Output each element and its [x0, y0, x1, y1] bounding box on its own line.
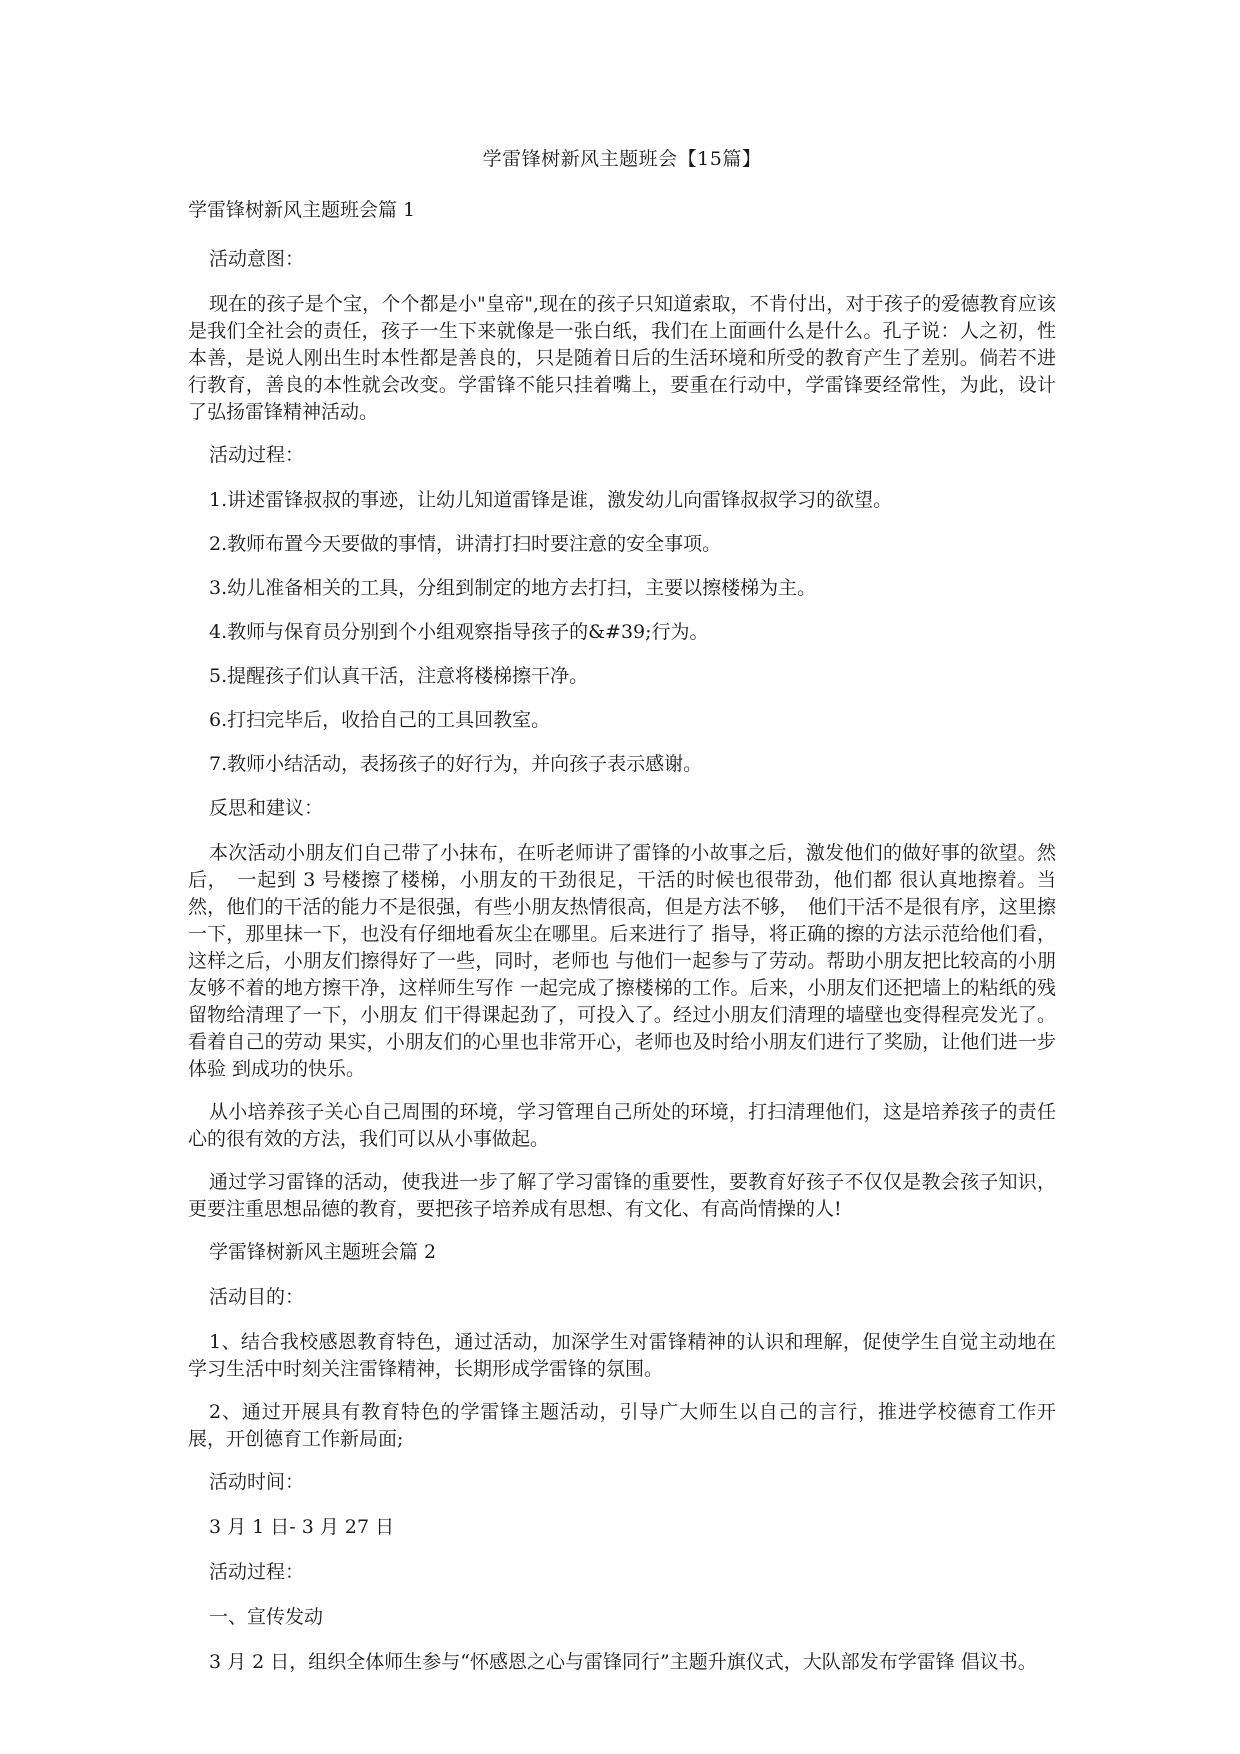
process-step-1: 1.讲述雷锋叔叔的事迹，让幼儿知道雷锋是谁，激发幼儿向雷锋叔叔学习的欲望。	[209, 489, 893, 511]
process-label: 活动过程：	[209, 444, 305, 466]
stage-1-paragraph: 3 月 2 日，组织全体师生参与“怀感恩之心与雷锋同行”主题升旗仪式，大队部发布学雷锋 倡议书。	[209, 1651, 1037, 1673]
process-step-7: 7.教师小结活动，表扬孩子的好行为，并向孩子表示感谢。	[209, 753, 703, 775]
process-step-2: 2.教师布置今天要做的事情，讲清打扫时要注意的安全事项。	[209, 533, 722, 555]
stage-1-heading: 一、宣传发动	[209, 1606, 324, 1628]
document-title: 学雷锋树新风主题班会【15篇】	[482, 148, 762, 170]
process-step-4: 4.教师与保育员分别到个小组观察指导孩子的&#39;行为。	[209, 621, 709, 643]
goal-2: 2、通过开展具有教育特色的学雷锋主题活动，引导广大师生以自己的言行，推进学校德育工作开展，开创德育工作新局面;	[188, 1401, 1056, 1450]
goal-label: 活动目的：	[209, 1286, 305, 1308]
goal-1: 1、结合我校感恩教育特色，通过活动，加深学生对雷锋精神的认识和理解，促使学生自觉主动地在学习生活中时刻关注雷锋精神，长期形成学雷锋的氛围。	[188, 1331, 1056, 1380]
process-step-3: 3.幼儿准备相关的工具，分组到制定的地方去打扫，主要以擦楼梯为主。	[209, 577, 817, 599]
time-value: 3 月 1 日- 3 月 27 日	[209, 1516, 395, 1538]
intent-paragraph: 现在的孩子是个宝，个个都是小"皇帝",现在的孩子只知道索取，不肯付出，对于孩子的爱德教育应该是我们全社会的责任，孩子一生下来就像是一张白纸，我们在上面画什么是什么。孔子说：人之初，性本善，是说人刚出生时本性都是善良的，只是随着日后的生活环境和所受的教育产生了差别。倘若不进行教育，善良的本性就会改变。学雷锋不能只挂着嘴上，要重在行动中，学雷锋要经常性，为此，设计了弘扬雷锋精神活动。	[188, 293, 1056, 423]
time-label: 活动时间：	[209, 1471, 305, 1493]
intent-label: 活动意图：	[209, 248, 305, 270]
section-2-heading: 学雷锋树新风主题班会篇 2	[209, 1241, 437, 1263]
section-2-process-label: 活动过程：	[209, 1561, 305, 1583]
reflection-label: 反思和建议：	[209, 797, 324, 819]
reflection-paragraph-2: 从小培养孩子关心自己周围的环境，学习管理自己所处的环境，打扫清理他们，这是培养孩子的责任心的很有效的方法，我们可以从小事做起。	[188, 1101, 1056, 1150]
process-step-6: 6.打扫完毕后，收拾自己的工具回教室。	[209, 709, 551, 731]
reflection-paragraph-3: 通过学习雷锋的活动，使我进一步了解了学习雷锋的重要性，要教育好孩子不仅仅是教会孩子知识，更要注重思想品德的教育，要把孩子培养成有思想、有文化、有高尚情操的人!	[188, 1171, 1056, 1220]
reflection-paragraph-1: 本次活动小朋友们自己带了小抹布，在听老师讲了雷锋的小故事之后，激发他们的做好事的欲望。然后， 一起到 3 号楼擦了楼梯，小朋友的干劲很足，干活的时候也很带劲，他们都 很认真地擦着。当然，他们的干活的能力不是很强，有些小朋友热情很高，但是方法不够， 他们干活不是很有序，这里擦一下，那里抹一下，也没有仔细地看灰尘在哪里。后来进行了 指导，将正确的擦的方法示范给他们看，这样之后，小朋友们擦得好了一些，同时，老师也 与他们一起参与了劳动。帮助小朋友把比较高的小朋友够不着的地方擦干净，这样师生写作 一起完成了擦楼梯的工作。后来，小朋友们还把墙上的粘纸的残留物给清理了一下，小朋友 们干得课起劲了，可投入了。经过小朋友们清理的墙壁也变得程亮发光了。看着自己的劳动 果实，小朋友们的心里也非常开心，老师也及时给小朋友们进行了奖励，让他们进一步体验 到成功的快乐。	[188, 842, 1056, 1080]
section-1-heading: 学雷锋树新风主题班会篇 1	[188, 199, 416, 221]
document-body	[188, 146, 1056, 1692]
process-step-5: 5.提醒孩子们认真干活，注意将楼梯擦干净。	[209, 665, 589, 687]
